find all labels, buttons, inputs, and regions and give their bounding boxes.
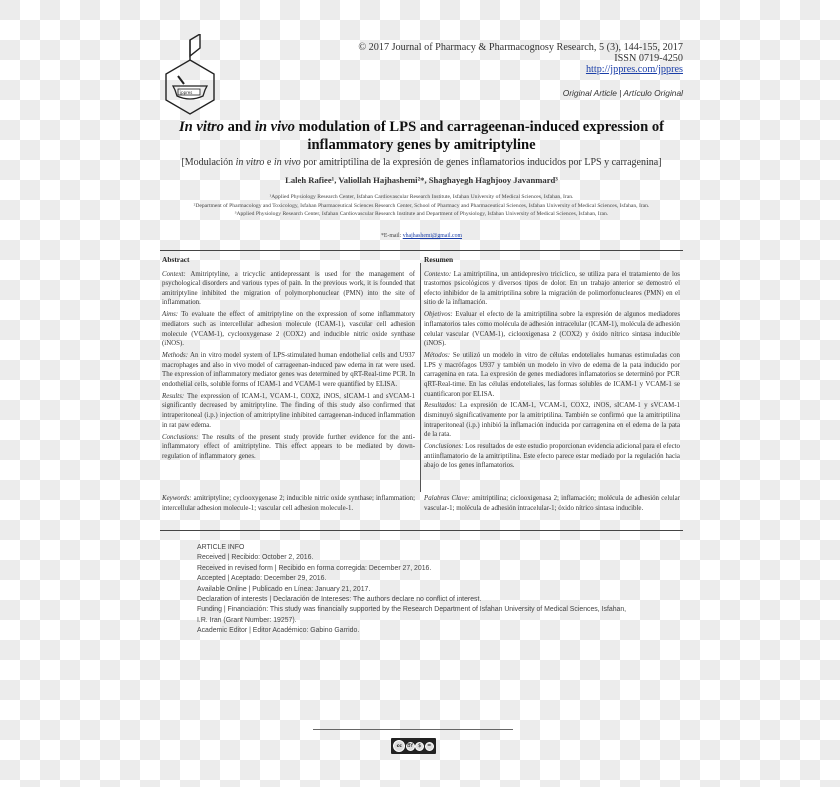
- label: Methods:: [162, 352, 189, 360]
- column-divider: [420, 263, 421, 492]
- label: Results:: [162, 392, 185, 400]
- affiliation-3: ³Applied Physiology Research Center, Isfahan Cardiovascular Research Institute and Department of Physiology, Isfahan University of Medical Sciences, Isfahan, Iran.: [234, 211, 609, 218]
- resumen-heading: Resumen: [424, 255, 454, 264]
- title-text-2: and: [223, 119, 255, 135]
- text: The expression of ICAM-1, VCAM-1, COX2, iNOS, sICAM-1 and sVCAM-1 significantly decreased by amitriptyline. The finding of this study also confirmed that intraperitoneal (i.p.) injection of amitriptyline inhibited carrageenan-induced inflammation in rat paw edema.: [162, 392, 415, 429]
- subtitle-text: por amitriptilina de la expresión de genes inflamatorios inducidos por LPS y carragenina]: [300, 157, 662, 168]
- keywords-label: Palabras Clave:: [424, 495, 470, 502]
- title-italic-1: In vitro: [178, 119, 224, 135]
- text: The results of the present study provide further evidence for the anti-inflammatory effect of amitriptyline. This effect appears to be mediated by down-regulation of inflammatory genes.: [162, 433, 415, 460]
- subtitle-italic: in vitro: [235, 157, 265, 168]
- funding-line-1: Funding | Financiación: This study was financially supported by the Research Department of Isfahan University of Medical Sciences, Isfahan,: [197, 606, 627, 614]
- text: La expresión de ICAM-1, VCAM-1, COX2, iNOS, sICAM-1 y sVCAM-1 disminuyó significativamente por la amitriptilina. También se confirmó que la amitriptilina intraperitoneal (i.p.) inhibió la inflamación inducida por carragenina en el edema de la pata de la rata.: [424, 402, 680, 439]
- article-type: Original Article | Artículo Original: [562, 88, 683, 98]
- noderivatives-icon: =: [425, 742, 434, 751]
- journal-logo-icon: [160, 34, 224, 118]
- resumen-context: [424, 270, 680, 308]
- affiliation-2: ²Department of Pharmacology and Toxicology, Isfahan Pharmaceutical Sciences Research Center, School of Pharmacy and Pharmaceutical Sciences, Isfahan University of Medical Sciences, Isfahan, Iran.: [193, 202, 650, 209]
- funding-line-2: I.R. Iran (Grant Number: 19257).: [197, 616, 297, 624]
- article-info: [197, 543, 687, 637]
- journal-url-container: [586, 64, 683, 76]
- resumen-aims: [424, 310, 680, 348]
- authors: Laleh Rafiee¹, Valiollah Hajhashemi²*, Shaghayegh Haghjooy Javanmard³: [285, 175, 558, 185]
- affiliations: [160, 193, 683, 219]
- keywords-text: amitriptyline; cyclooxygenase 2; inducible nitric oxide synthase; inflammation; intercellular adhesion molecule-1; vascular cell adhesion molecule-1.: [162, 495, 415, 512]
- abstract-results: [162, 392, 415, 430]
- label: Métodos:: [424, 352, 451, 360]
- abstract-bottom-rule: [160, 530, 683, 531]
- resumen-methods: [424, 351, 680, 399]
- label: Contexto:: [424, 270, 452, 278]
- text: Evaluar el efecto de la amitriptilina sobre la expresión de algunos mediadores inflamatorios tales como molécula de adhesión intracelular (ICAM-1), molécula de adhesión celular vascular (VCAM-1), ciclooxigenasa 2 (COX2) y óxido nítrico sintasa inducible (iNOS).: [424, 311, 680, 348]
- abstract-aims: [162, 310, 415, 348]
- received-date: Received | Recibido: October 2, 2016.: [197, 554, 314, 562]
- keywords-spanish: [424, 494, 680, 516]
- keywords-english: [162, 494, 415, 516]
- subtitle-text: e: [264, 157, 274, 168]
- text: Amitriptyline, a tricyclic antidepressant is used for the management of psychological disorders and various types of pain. In the previous work, it is founded that amitriptyline inhibited the migration of polymorphonuclear (PMN) into the site of inflammation.: [162, 270, 415, 307]
- noncommercial-icon: $: [415, 742, 424, 751]
- text: La amitriptilina, un antidepresivo tricíclico, se utiliza para el tratamiento de los trastornos psicológicos y diversos tipos de dolor. En un trabajo anterior se demostró el efecto inhibidor de la amitriptilina sobre la migración de polimorfonucleares (PMN) en el sitio de la inflamación.: [424, 270, 680, 307]
- affiliation-1: ¹Applied Physiology Research Center, Isfahan Cardiovascular Research Institute, Isfahan University of Medical Sciences, Isfahan, Iran.: [269, 194, 574, 200]
- subtitle-italic: in vivo: [273, 157, 301, 168]
- svg-text:jppres: jppres: [180, 90, 193, 95]
- text: Se utilizó un modelo in vitro de células endoteliales humanas estimuladas con LPS y macrófagos U937 y también un modelo in vivo de edema de la pata inducido por carragenina en rata. La expresión de genes mediadores inflamatorios se determinó por PCR qRT-Real-time. En las células endoteliales, las formas solubles de ICAM-1 y VCAM-1 se cuantificaron por ELISA.: [424, 352, 680, 398]
- keywords-text: amitriptilina; ciclooxigenasa 2; inflamación; molécula de adhesión celular vascular-1; molécula de adhesión intracelular-1; óxido nítrico sintasa inducible.: [424, 495, 680, 512]
- revised-date: Received in revised form | Recibido en forma corregida: December 27, 2016.: [197, 564, 432, 572]
- cc-icon: cc: [393, 740, 405, 752]
- online-date: Available Online | Publicado en Línea: January 21, 2017.: [197, 585, 371, 593]
- keywords-label: Keywords:: [162, 495, 192, 502]
- text: Los resultados de este estudio proporcionan evidencia adicional para el efecto antiinflamatorio de la amitriptilina. Este efecto parece estar mediado por la regulación hacia abajo de los genes inflamatorios.: [424, 443, 680, 470]
- creative-commons-license-badge[interactable]: [391, 738, 436, 754]
- article-info-heading: ARTICLE INFO: [197, 544, 245, 551]
- declaration-of-interests: Declaration of interests | Declaración de Intereses: The authors declare no conflict of interest.: [197, 596, 482, 604]
- abstract-methods: [162, 351, 415, 389]
- text: An in vitro model system of LPS-stimulated human endothelial cells and U937 macrophages and also in vivo model of carrageenan-induced paw edema in rat were used. The expression of inflammatory mediator genes was determined by qRT-Real-time PCR. In endothelial cells, soluble forms of ICAM-1 and VCAM-1 were quantified by ELISA.: [162, 352, 415, 388]
- email-label: *E-mail:: [380, 233, 403, 239]
- issn: ISSN 0719-4250: [614, 53, 683, 64]
- subtitle-text: [Modulación: [181, 157, 236, 168]
- journal-url-link[interactable]: http://jppres.com/jppres: [585, 64, 683, 75]
- abstract-context: [162, 270, 415, 308]
- resumen-results: [424, 401, 680, 439]
- label: Conclusions:: [162, 433, 199, 441]
- title-italic-3: in vivo: [254, 119, 295, 135]
- label: Objetivos:: [424, 311, 453, 319]
- academic-editor: Academic Editor | Editor Académico: Gabino Garrido.: [197, 627, 360, 635]
- abstract-spanish: [424, 255, 680, 473]
- attribution-icon: BY: [407, 743, 414, 749]
- abstract-heading: Abstract: [162, 255, 190, 264]
- abstract-english: [162, 255, 415, 464]
- abstract-top-rule: [160, 250, 683, 251]
- label: Conclusiones:: [424, 443, 464, 451]
- footer-rule: [313, 729, 513, 730]
- label: Resultados:: [424, 402, 457, 410]
- title-text-4: modulation of LPS and carrageenan-induced expression of inflammatory genes by amitriptyline: [294, 119, 665, 153]
- abstract-conclusions: [162, 433, 415, 462]
- accepted-date: Accepted | Aceptado: December 29, 2016.: [197, 575, 327, 583]
- label: Context:: [162, 270, 186, 278]
- article-subtitle-spanish: [160, 157, 683, 168]
- article-title: [160, 118, 683, 154]
- text: To evaluate the effect of amitriptyline on the expression of some inflammatory mediators such as intercellular adhesion molecule (ICAM-1), vascular cell adhesion molecule (VCAM-1), cyclooxygenase 2 (COX2) and inducible nitric oxide synthase (iNOS).: [162, 311, 415, 348]
- resumen-conclusions: [424, 442, 680, 471]
- corresponding-email: [160, 233, 683, 239]
- email-link[interactable]: vhajhashemi@gmail.com: [402, 233, 462, 239]
- journal-citation: © 2017 Journal of Pharmacy & Pharmacognosy Research, 5 (3), 144-155, 2017: [358, 42, 683, 53]
- label: Aims:: [162, 311, 179, 319]
